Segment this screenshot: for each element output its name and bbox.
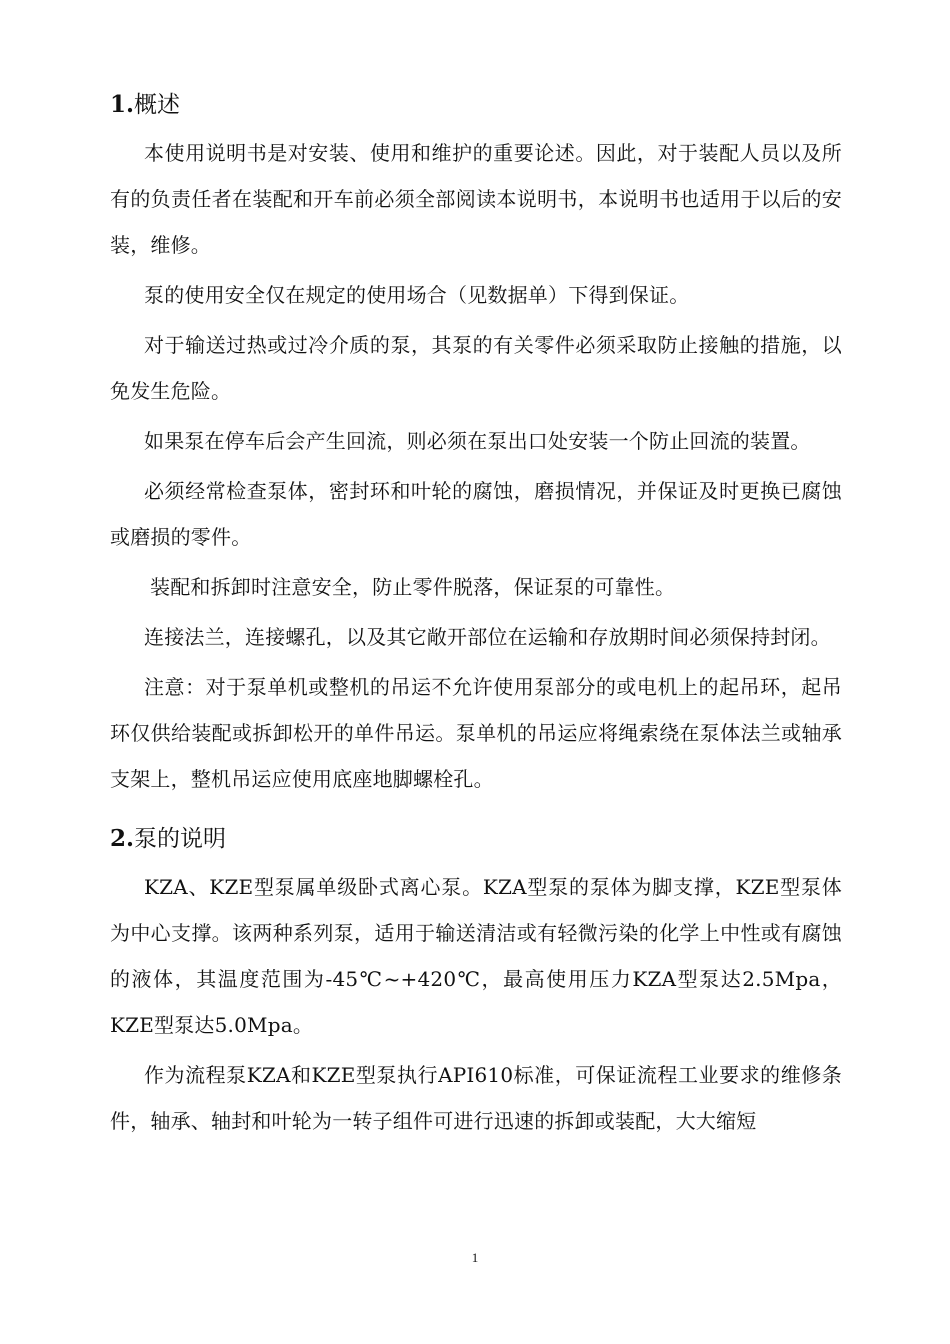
section-2-paragraph: KZA、KZE型泵属单级卧式离心泵。KZA型泵的泵体为脚支撑，KZE型泵体为中心支撑。该两种系列泵，适用于输送清洁或有轻微污染的化学上中性或有腐蚀的液体，其温度范围为-45℃~+420℃，最高使用压力KZA型泵达2.5Mpa，KZE型泵达5.0Mpa。 (110, 875, 842, 1037)
section-1-paragraph: 如果泵在停车后会产生回流，则必须在泵出口处安装一个防止回流的装置。 (144, 429, 811, 453)
section-1-title: 概述 (134, 92, 181, 118)
section-2-heading (110, 822, 842, 856)
section-1-heading (110, 88, 842, 122)
section-1-paragraph: 必须经常检查泵体，密封环和叶轮的腐蚀，磨损情况，并保证及时更换已腐蚀或磨损的零件。 (110, 479, 842, 549)
section-1-number: 1. (110, 91, 135, 118)
section-1-paragraph: 对于输送过热或过冷介质的泵，其泵的有关零件必须采取防止接触的措施，以免发生危险。 (110, 333, 842, 403)
section-2-number: 2. (110, 825, 135, 852)
section-2-paragraph: 作为流程泵KZA和KZE型泵执行API610标准，可保证流程工业要求的维修条件，轴承、轴封和叶轮为一转子组件可进行迅速的拆卸或装配，大大缩短 (110, 1063, 842, 1133)
section-1-paragraph: 装配和拆卸时注意安全，防止零件脱落，保证泵的可靠性。 (150, 575, 676, 599)
section-1-paragraph: 泵的使用安全仅在规定的使用场合（见数据单）下得到保证。 (144, 283, 690, 307)
section-1-paragraph: 注意：对于泵单机或整机的吊运不允许使用泵部分的或电机上的起吊环，起吊环仅供给装配或拆卸松开的单件吊运。泵单机的吊运应将绳索绕在泵体法兰或轴承支架上，整机吊运应使用底座地脚螺栓孔。 (110, 675, 842, 791)
section-1-paragraph: 本使用说明书是对安装、使用和维护的重要论述。因此，对于装配人员以及所有的负责任者在装配和开车前必须全部阅读本说明书，本说明书也适用于以后的安装，维修。 (110, 141, 842, 257)
page-number: 1 (471, 1250, 479, 1265)
document-page (110, 88, 842, 1148)
section-1-paragraph: 连接法兰，连接螺孔，以及其它敞开部位在运输和存放期时间必须保持封闭。 (144, 625, 831, 649)
section-2-title: 泵的说明 (134, 826, 227, 852)
